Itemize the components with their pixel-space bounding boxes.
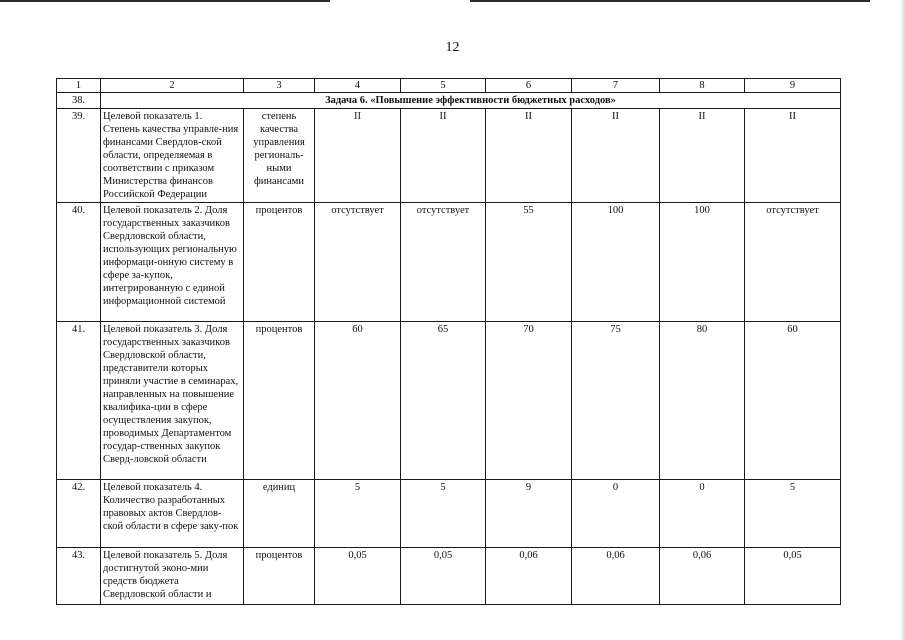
indicator-cell: Целевой показатель 2. Доля государственных заказчиков Свердловской области, использующих региональную информаци-онную систему в сфере за-купок, интегрированную с единой информационной системой (101, 203, 244, 322)
row-number: 41. (57, 322, 101, 480)
row-number: 39. (57, 109, 101, 203)
column-number: 2 (101, 79, 244, 93)
value-cell: II (660, 109, 745, 203)
unit-cell: процентов (244, 203, 315, 322)
table-row (57, 548, 841, 605)
row-number: 43. (57, 548, 101, 605)
value-cell: 5 (401, 480, 486, 548)
table-row (57, 109, 841, 203)
scan-edge-line-right (470, 0, 870, 2)
value-cell: II (486, 109, 572, 203)
indicator-cell: Целевой показатель 1. Степень качества управле-ния финансами Свердлов-ской области, определяемая в соответствии с приказом Министерства финансов Российской Федерации (101, 109, 244, 203)
indicator-cell: Целевой показатель 5. Доля достигнутой эконо-мии средств бюджета Свердловской области и (101, 548, 244, 605)
unit-cell: степень качества управления региональ-ными финансами (244, 109, 315, 203)
column-number: 9 (745, 79, 841, 93)
column-number: 7 (572, 79, 660, 93)
unit-cell: процентов (244, 548, 315, 605)
value-cell: 60 (315, 322, 401, 480)
value-cell: II (745, 109, 841, 203)
row-number: 40. (57, 203, 101, 322)
column-number: 8 (660, 79, 745, 93)
indicator-cell: Целевой показатель 3. Доля государственных заказчиков Свердловской области, представители которых приняли участие в семинарах, направленных на повышение квалифика-ции в сфере осуществления закупок, проводимых Департаментом государ-ственных закупок Сверд-ловской области (101, 322, 244, 480)
indicator-cell: Целевой показатель 4. Количество разработанных правовых актов Свердлов-ской области в сфере заку-пок (101, 480, 244, 548)
value-cell: 100 (660, 203, 745, 322)
value-cell: 70 (486, 322, 572, 480)
task-title: Задача 6. «Повышение эффективности бюджетных расходов» (101, 93, 841, 109)
page-number: 12 (445, 40, 460, 55)
value-cell: 0,05 (315, 548, 401, 605)
value-cell: 0,05 (401, 548, 486, 605)
value-cell: 55 (486, 203, 572, 322)
value-cell: 75 (572, 322, 660, 480)
row-number: 42. (57, 480, 101, 548)
indicators-table-body (57, 79, 841, 605)
value-cell: отсутствует (745, 203, 841, 322)
value-cell: 100 (572, 203, 660, 322)
value-cell: 60 (745, 322, 841, 480)
value-cell: 9 (486, 480, 572, 548)
task-row (57, 93, 841, 109)
value-cell: II (572, 109, 660, 203)
column-number: 5 (401, 79, 486, 93)
value-cell: 65 (401, 322, 486, 480)
value-cell: 0 (660, 480, 745, 548)
value-cell: 0,06 (572, 548, 660, 605)
value-cell: 5 (745, 480, 841, 548)
value-cell: 0,06 (486, 548, 572, 605)
column-number-row (57, 79, 841, 93)
value-cell: 80 (660, 322, 745, 480)
value-cell: 0 (572, 480, 660, 548)
value-cell: отсутствует (401, 203, 486, 322)
value-cell: 5 (315, 480, 401, 548)
column-number: 1 (57, 79, 101, 93)
table-row (57, 480, 841, 548)
table-row (57, 322, 841, 480)
value-cell: отсутствует (315, 203, 401, 322)
scan-edge-line-left (0, 0, 330, 2)
column-number: 6 (486, 79, 572, 93)
unit-cell: единиц (244, 480, 315, 548)
indicators-table (56, 78, 841, 605)
value-cell: II (315, 109, 401, 203)
unit-cell: процентов (244, 322, 315, 480)
task-row-number: 38. (57, 93, 101, 109)
column-number: 4 (315, 79, 401, 93)
value-cell: 0,06 (660, 548, 745, 605)
column-number: 3 (244, 79, 315, 93)
value-cell: II (401, 109, 486, 203)
table-row (57, 203, 841, 322)
scan-right-edge-shadow (900, 0, 905, 640)
value-cell: 0,05 (745, 548, 841, 605)
